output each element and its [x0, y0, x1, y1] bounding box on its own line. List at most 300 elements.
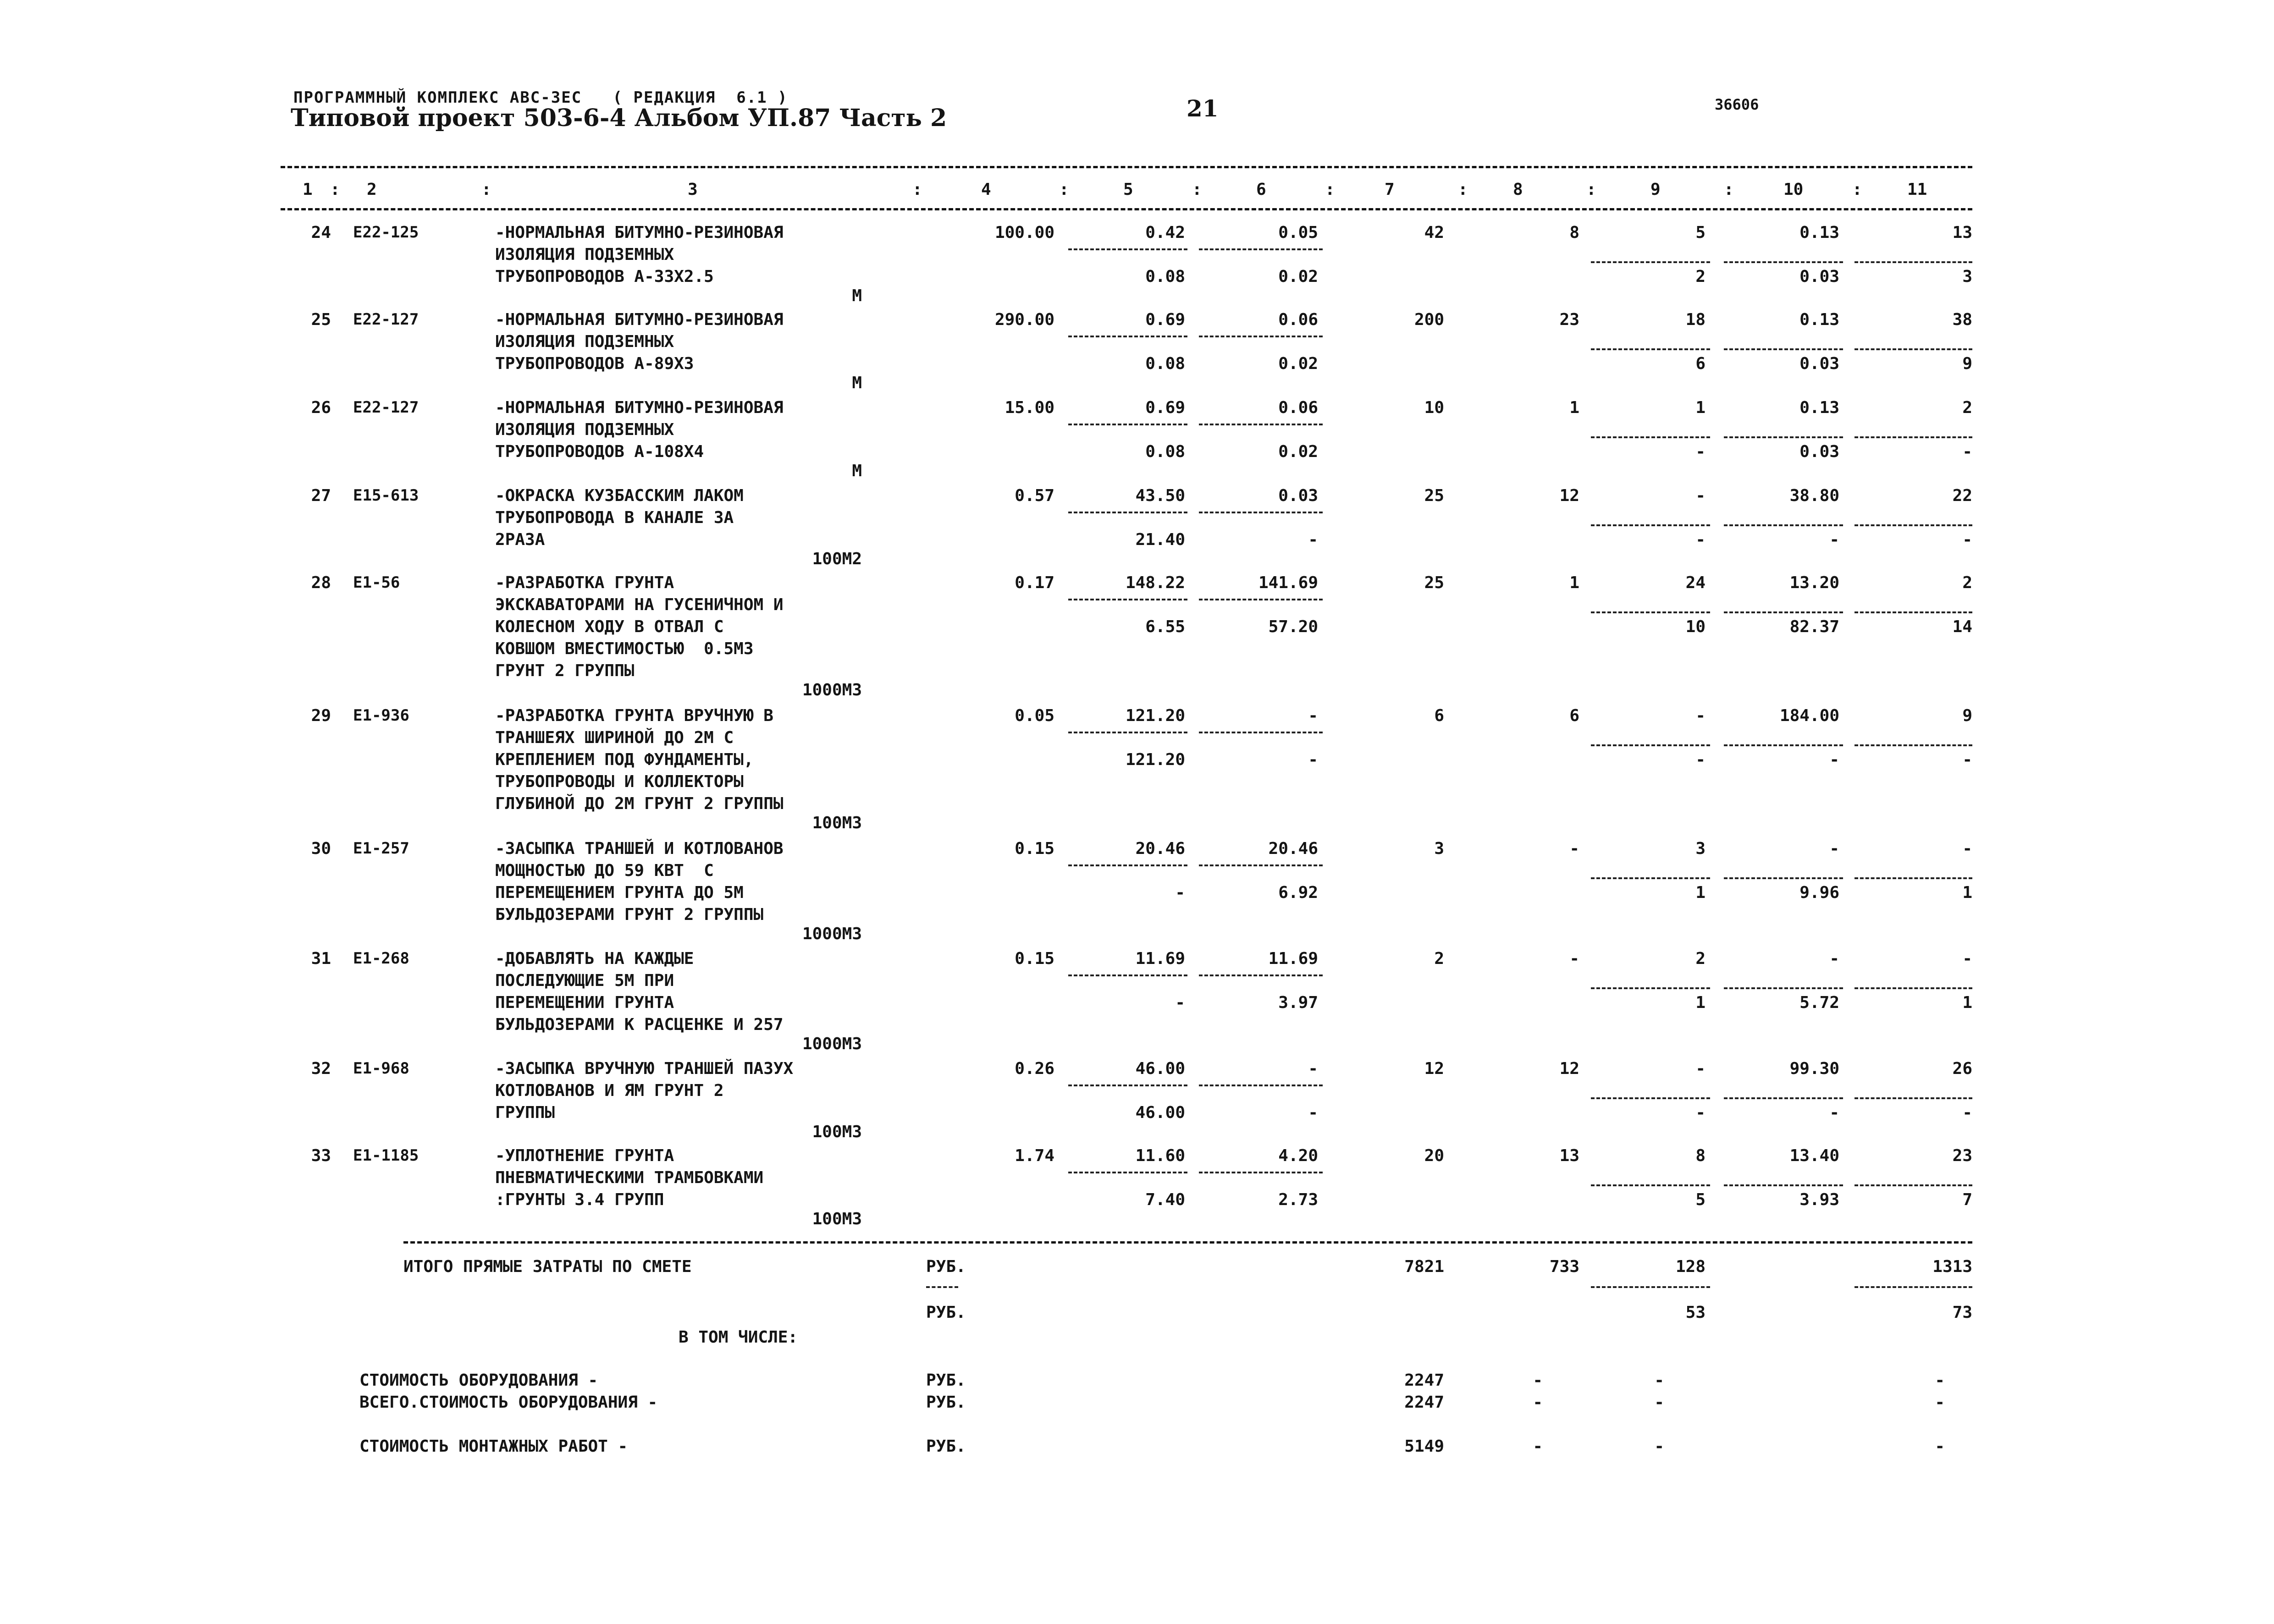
- cell-col10-bottom: -: [1829, 530, 1839, 549]
- row-unit: 1000М3: [802, 681, 862, 699]
- cell-divider: [1724, 1184, 1843, 1186]
- cell-col8: 8: [1569, 223, 1579, 242]
- cell-col7: 42: [1424, 223, 1444, 242]
- cell-col9-bottom: -: [1695, 750, 1706, 769]
- cell-col6-top: 4.20: [1278, 1146, 1318, 1165]
- cell-col10-bottom: 3.93: [1799, 1190, 1839, 1209]
- column-separator: :: [481, 180, 491, 199]
- column-separator: :: [1325, 180, 1335, 199]
- cell-divider: [1068, 732, 1187, 733]
- cell-divider: [1068, 599, 1187, 600]
- cell-col4: 1.74: [1015, 1146, 1054, 1165]
- cell-divider: [1199, 248, 1323, 250]
- cell-col10-top: 13.20: [1789, 573, 1839, 592]
- row-description-line: -НОРМАЛЬНАЯ БИТУМНО-РЕЗИНОВАЯ: [495, 223, 784, 242]
- row-description-line: -РАЗРАБОТКА ГРУНТА: [495, 573, 674, 592]
- cell-col6-top: 141.69: [1258, 573, 1318, 592]
- cell-col7: 200: [1414, 310, 1444, 329]
- cell-col11-bottom: 7: [1962, 1190, 1972, 1209]
- cell-divider: [1199, 599, 1323, 600]
- cell-col4: 0.26: [1015, 1059, 1054, 1078]
- cell-col10-top: 0.13: [1799, 398, 1839, 417]
- cell-divider: [1855, 348, 1972, 350]
- cell-divider: [1591, 1097, 1710, 1099]
- row-number: 29: [311, 706, 331, 725]
- cell-col9-top: 18: [1685, 310, 1706, 329]
- equipment-col9: -: [1654, 1371, 1664, 1390]
- cell-col6-bottom: 2.73: [1278, 1190, 1318, 1209]
- cell-col10-bottom: 0.03: [1799, 354, 1839, 373]
- cell-divider: [1724, 436, 1843, 438]
- cell-divider: [1591, 611, 1710, 613]
- cell-col6-bottom: 0.02: [1278, 267, 1318, 286]
- cell-col10-top: 38.80: [1789, 486, 1839, 505]
- cell-col6-top: 0.05: [1278, 223, 1318, 242]
- row-description-line: -НОРМАЛЬНАЯ БИТУМНО-РЕЗИНОВАЯ: [495, 398, 784, 417]
- cell-divider: [1199, 424, 1323, 425]
- cell-col10-bottom: 82.37: [1789, 617, 1839, 636]
- cell-col9-bottom: -: [1695, 442, 1706, 461]
- row-code: Е15-613: [353, 486, 419, 505]
- cell-col7: 3: [1434, 839, 1444, 858]
- row-code: Е1-257: [353, 839, 409, 858]
- row-number: 32: [311, 1059, 331, 1078]
- cell-col6-bottom: -: [1308, 750, 1318, 769]
- cell-col11-top: 2: [1962, 398, 1972, 417]
- cell-col10-top: 184.00: [1779, 706, 1839, 725]
- cell-col6-bottom: 6.92: [1278, 883, 1318, 902]
- row-description-line: -УПЛОТНЕНИЕ ГРУНТА: [495, 1146, 674, 1165]
- row-description-line: ПЕРЕМЕЩЕНИЕМ ГРУНТА ДО 5М: [495, 883, 744, 902]
- row-code: Е1-968: [353, 1059, 409, 1078]
- row-description-line: -ЗАСЫПКА ТРАНШЕЙ И КОТЛОВАНОВ: [495, 839, 784, 858]
- cell-col4: 290.00: [994, 310, 1054, 329]
- cell-divider: [1068, 512, 1187, 513]
- cell-col7: 20: [1424, 1146, 1444, 1165]
- cell-col6-top: 0.06: [1278, 310, 1318, 329]
- cell-divider: [1199, 732, 1323, 733]
- row-description-line: -ОКРАСКА КУЗБАССКИМ ЛАКОМ: [495, 486, 744, 505]
- including-label: В ТОМ ЧИСЛЕ:: [679, 1328, 798, 1347]
- row-description-line: ИЗОЛЯЦИЯ ПОДЗЕМНЫХ: [495, 332, 674, 351]
- row-description-line: -ЗАСЫПКА ВРУЧНУЮ ТРАНШЕЙ ПАЗУХ: [495, 1059, 794, 1078]
- row-description-line: МОЩНОСТЬЮ ДО 59 КВТ С: [495, 861, 714, 880]
- cell-divider: [1855, 611, 1972, 613]
- cell-col5-top: 43.50: [1135, 486, 1185, 505]
- cell-col9-bottom: 1: [1695, 993, 1706, 1012]
- cell-divider: [1199, 512, 1323, 513]
- column-separator: :: [1852, 180, 1862, 199]
- cell-col11-bottom: 9: [1962, 354, 1972, 373]
- cell-col7: 25: [1424, 486, 1444, 505]
- cell-col7: 12: [1424, 1059, 1444, 1078]
- column-header: 3: [688, 180, 698, 199]
- cell-col6-bottom: -: [1308, 1103, 1318, 1122]
- cell-divider: [1855, 987, 1972, 989]
- cell-divider: [1855, 524, 1972, 526]
- installation-col11: -: [1935, 1437, 1945, 1456]
- cell-divider: [1068, 864, 1187, 866]
- totals-col9-bottom: 53: [1685, 1303, 1706, 1322]
- cell-col6-bottom: 0.02: [1278, 442, 1318, 461]
- totals-col11-top: 1313: [1932, 1257, 1972, 1276]
- equipment-total-col7: 2247: [1404, 1393, 1444, 1412]
- row-number: 28: [311, 573, 331, 592]
- cell-col9-bottom: -: [1695, 1103, 1706, 1122]
- cell-col9-top: 2: [1695, 949, 1706, 968]
- cell-col5-bottom: 0.08: [1145, 354, 1185, 373]
- row-unit: 100М3: [812, 1210, 862, 1228]
- cell-divider: [926, 1286, 958, 1288]
- cell-col11-top: -: [1962, 949, 1972, 968]
- row-unit: 100М3: [812, 814, 862, 832]
- document-number: 36606: [1715, 96, 1759, 113]
- equipment-label: СТОИМОСТЬ ОБОРУДОВАНИЯ -: [359, 1371, 598, 1390]
- cell-col8: -: [1569, 839, 1579, 858]
- cell-col9-top: -: [1695, 486, 1706, 505]
- cell-col10-top: -: [1829, 949, 1839, 968]
- cell-col10-top: 13.40: [1789, 1146, 1839, 1165]
- cell-col8: 1: [1569, 398, 1579, 417]
- cell-col8: 23: [1559, 310, 1579, 329]
- row-description-line: КОТЛОВАНОВ И ЯМ ГРУНТ 2: [495, 1081, 724, 1100]
- cell-col10-bottom: -: [1829, 750, 1839, 769]
- cell-col11-top: 38: [1952, 310, 1972, 329]
- column-separator: :: [330, 180, 340, 199]
- row-description-line: -ДОБАВЛЯТЬ НА КАЖДЫЕ: [495, 949, 694, 968]
- row-description-line: ГРУППЫ: [495, 1103, 555, 1122]
- cell-divider: [1855, 436, 1972, 438]
- cell-col5-top: 20.46: [1135, 839, 1185, 858]
- cell-col8: 13: [1559, 1146, 1579, 1165]
- cell-col5-bottom: 6.55: [1145, 617, 1185, 636]
- cell-col5-bottom: -: [1175, 883, 1185, 902]
- row-code: Е1-936: [353, 706, 409, 725]
- cell-divider: [1068, 336, 1187, 337]
- cell-col9-bottom: 10: [1685, 617, 1706, 636]
- cell-col10-top: 0.13: [1799, 310, 1839, 329]
- cell-col9-bottom: 5: [1695, 1190, 1706, 1209]
- row-description-line: ТРУБОПРОВОДОВ А-108Х4: [495, 442, 704, 461]
- cell-col10-bottom: 0.03: [1799, 267, 1839, 286]
- cell-divider: [1591, 1184, 1710, 1186]
- row-description-line: ПОСЛЕДУЮЩИЕ 5М ПРИ: [495, 971, 674, 990]
- cell-col5-top: 46.00: [1135, 1059, 1185, 1078]
- totals-col7: 7821: [1404, 1257, 1444, 1276]
- row-description-line: :ГРУНТЫ 3.4 ГРУПП: [495, 1190, 664, 1209]
- cell-col5-top: 11.69: [1135, 949, 1185, 968]
- column-header: 6: [1256, 180, 1266, 199]
- installation-col7: 5149: [1404, 1437, 1444, 1456]
- installation-col8: -: [1533, 1437, 1543, 1456]
- row-code: Е22-127: [353, 310, 419, 329]
- cell-col5-top: 0.69: [1145, 310, 1185, 329]
- row-number: 26: [311, 398, 331, 417]
- column-separator: :: [1458, 180, 1468, 199]
- equipment-currency: РУБ.: [926, 1371, 966, 1390]
- row-unit: 100М2: [812, 550, 862, 568]
- column-separator: :: [912, 180, 922, 199]
- cell-col8: 12: [1559, 1059, 1579, 1078]
- cell-divider: [1591, 877, 1710, 879]
- cell-col9-top: 8: [1695, 1146, 1706, 1165]
- cell-col9-top: -: [1695, 706, 1706, 725]
- column-header: 8: [1513, 180, 1523, 199]
- cell-col11-bottom: -: [1962, 530, 1972, 549]
- cell-col11-bottom: -: [1962, 1103, 1972, 1122]
- cell-divider: [1855, 1097, 1972, 1099]
- row-unit: М: [852, 286, 862, 305]
- cell-col9-top: -: [1695, 1059, 1706, 1078]
- equipment-col7: 2247: [1404, 1371, 1444, 1390]
- cell-divider: [1068, 974, 1187, 976]
- row-description-line: КРЕПЛЕНИЕМ ПОД ФУНДАМЕНТЫ,: [495, 750, 754, 769]
- row-code: Е1-56: [353, 573, 400, 592]
- column-header: 10: [1783, 180, 1804, 199]
- row-description-line: ТРУБОПРОВОДОВ А-33Х2.5: [495, 267, 714, 286]
- cell-divider: [1591, 524, 1710, 526]
- cell-col6-bottom: 3.97: [1278, 993, 1318, 1012]
- page-number: 21: [1187, 95, 1219, 122]
- row-description-line: -РАЗРАБОТКА ГРУНТА ВРУЧНУЮ В: [495, 706, 773, 725]
- row-description-line: ТРАНШЕЯХ ШИРИНОЙ ДО 2М С: [495, 728, 734, 747]
- row-unit: М: [852, 462, 862, 480]
- equipment-total-label: ВСЕГО.СТОИМОСТЬ ОБОРУДОВАНИЯ -: [359, 1393, 658, 1412]
- program-header: ПРОГРАММНЫЙ КОМПЛЕКС АВС-3ЕС ( РЕДАКЦИЯ 6.1 ): [293, 88, 788, 107]
- totals-col8: 733: [1549, 1257, 1579, 1276]
- row-number: 25: [311, 310, 331, 329]
- cell-divider: [1591, 261, 1710, 263]
- column-header: 9: [1650, 180, 1661, 199]
- cell-col11-bottom: 14: [1952, 617, 1972, 636]
- column-separator: :: [1192, 180, 1202, 199]
- cell-col4: 0.15: [1015, 839, 1054, 858]
- cell-divider: [1199, 1172, 1323, 1173]
- cell-col8: -: [1569, 949, 1579, 968]
- row-description-line: ИЗОЛЯЦИЯ ПОДЗЕМНЫХ: [495, 420, 674, 439]
- row-unit: М: [852, 374, 862, 392]
- installation-label: СТОИМОСТЬ МОНТАЖНЫХ РАБОТ -: [359, 1437, 628, 1456]
- column-header: 2: [367, 180, 377, 199]
- cell-divider: [1724, 524, 1843, 526]
- column-header: 11: [1907, 180, 1927, 199]
- totals-label: ИТОГО ПРЯМЫЕ ЗАТРАТЫ ПО СМЕТЕ: [403, 1257, 692, 1276]
- cell-col10-top: -: [1829, 839, 1839, 858]
- row-description-line: ТРУБОПРОВОДОВ А-89Х3: [495, 354, 694, 373]
- cell-col4: 0.17: [1015, 573, 1054, 592]
- cell-col11-bottom: -: [1962, 750, 1972, 769]
- cell-col10-bottom: -: [1829, 1103, 1839, 1122]
- equipment-total-col9: -: [1654, 1393, 1664, 1412]
- row-description-line: ПЕРЕМЕЩЕНИИ ГРУНТА: [495, 993, 674, 1012]
- cell-col7: 10: [1424, 398, 1444, 417]
- equipment-total-col8: -: [1533, 1393, 1543, 1412]
- cell-col4: 15.00: [1005, 398, 1054, 417]
- totals-col9-top: 128: [1675, 1257, 1706, 1276]
- cell-divider: [1591, 436, 1710, 438]
- row-description-line: 2РАЗА: [495, 530, 545, 549]
- cell-col5-top: 11.60: [1135, 1146, 1185, 1165]
- row-unit: 100М3: [812, 1123, 862, 1141]
- table-header-rule: [281, 208, 1972, 210]
- cell-col6-bottom: 0.02: [1278, 354, 1318, 373]
- cell-divider: [1199, 1085, 1323, 1086]
- cell-col8: 6: [1569, 706, 1579, 725]
- totals-currency: РУБ.: [926, 1257, 966, 1276]
- cell-col5-top: 121.20: [1125, 706, 1185, 725]
- row-description-line: КОВШОМ ВМЕСТИМОСТЬЮ 0.5М3: [495, 639, 754, 658]
- cell-col11-bottom: -: [1962, 442, 1972, 461]
- row-code: Е1-1185: [353, 1146, 419, 1165]
- document-title: Типовой проект 503-6-4 Альбом УП.87 Часть 2: [291, 104, 947, 132]
- cell-col9-bottom: 2: [1695, 267, 1706, 286]
- cell-col8: 1: [1569, 573, 1579, 592]
- cell-divider: [1591, 1286, 1710, 1288]
- cell-col5-bottom: 0.08: [1145, 442, 1185, 461]
- cell-col6-top: -: [1308, 706, 1318, 725]
- cell-col6-top: -: [1308, 1059, 1318, 1078]
- cell-col9-top: 3: [1695, 839, 1706, 858]
- cell-col9-bottom: 1: [1695, 883, 1706, 902]
- row-code: Е22-127: [353, 398, 419, 417]
- column-header: 7: [1385, 180, 1395, 199]
- cell-col10-bottom: 5.72: [1799, 993, 1839, 1012]
- cell-col11-bottom: 1: [1962, 883, 1972, 902]
- cell-col11-top: -: [1962, 839, 1972, 858]
- cell-divider: [1724, 348, 1843, 350]
- cell-col5-bottom: -: [1175, 993, 1185, 1012]
- cell-col7: 6: [1434, 706, 1444, 725]
- cell-divider: [1199, 336, 1323, 337]
- row-description-line: ИЗОЛЯЦИЯ ПОДЗЕМНЫХ: [495, 245, 674, 264]
- column-separator: :: [1724, 180, 1734, 199]
- row-number: 31: [311, 949, 331, 968]
- cell-col10-top: 99.30: [1789, 1059, 1839, 1078]
- cell-divider: [1068, 1085, 1187, 1086]
- column-header: 5: [1123, 180, 1133, 199]
- row-code: Е1-268: [353, 949, 409, 968]
- cell-col9-top: 24: [1685, 573, 1706, 592]
- cell-divider: [1724, 744, 1843, 746]
- cell-divider: [1591, 348, 1710, 350]
- cell-divider: [1724, 1097, 1843, 1099]
- row-description-line: ГРУНТ 2 ГРУППЫ: [495, 661, 635, 680]
- row-description-line: БУЛЬДОЗЕРАМИ К РАСЦЕНКЕ И 257: [495, 1015, 784, 1034]
- row-number: 33: [311, 1146, 331, 1165]
- column-separator: :: [1059, 180, 1069, 199]
- cell-col11-bottom: 1: [1962, 993, 1972, 1012]
- installation-currency: РУБ.: [926, 1437, 966, 1456]
- cell-divider: [1855, 1286, 1972, 1288]
- cell-divider: [1724, 261, 1843, 263]
- column-separator: :: [1586, 180, 1596, 199]
- totals-currency-2: РУБ.: [926, 1303, 966, 1322]
- cell-col4: 0.05: [1015, 706, 1054, 725]
- cell-divider: [1199, 864, 1323, 866]
- cell-divider: [1724, 877, 1843, 879]
- row-unit: 1000М3: [802, 925, 862, 943]
- column-header: 1: [303, 180, 313, 199]
- cell-col10-bottom: 9.96: [1799, 883, 1839, 902]
- cell-col6-top: 20.46: [1268, 839, 1318, 858]
- row-description-line: ПНЕВМАТИЧЕСКИМИ ТРАМБОВКАМИ: [495, 1168, 764, 1187]
- cell-divider: [1591, 744, 1710, 746]
- column-header: 4: [981, 180, 991, 199]
- cell-col6-top: 0.06: [1278, 398, 1318, 417]
- cell-col5-bottom: 7.40: [1145, 1190, 1185, 1209]
- cell-col11-top: 22: [1952, 486, 1972, 505]
- cell-col5-bottom: 21.40: [1135, 530, 1185, 549]
- cell-col10-bottom: 0.03: [1799, 442, 1839, 461]
- cell-col5-bottom: 46.00: [1135, 1103, 1185, 1122]
- cell-divider: [1591, 987, 1710, 989]
- cell-col5-bottom: 121.20: [1125, 750, 1185, 769]
- cell-col11-bottom: 3: [1962, 267, 1972, 286]
- row-description-line: -НОРМАЛЬНАЯ БИТУМНО-РЕЗИНОВАЯ: [495, 310, 784, 329]
- cell-col11-top: 23: [1952, 1146, 1972, 1165]
- row-number: 30: [311, 839, 331, 858]
- cell-col6-bottom: -: [1308, 530, 1318, 549]
- totals-rule: [403, 1241, 1972, 1244]
- row-description-line: КОЛЕСНОМ ХОДУ В ОТВАЛ С: [495, 617, 724, 636]
- cell-col5-bottom: 0.08: [1145, 267, 1185, 286]
- cell-col8: 12: [1559, 486, 1579, 505]
- equipment-col8: -: [1533, 1371, 1543, 1390]
- row-number: 24: [311, 223, 331, 242]
- cell-col6-top: 11.69: [1268, 949, 1318, 968]
- cell-col11-top: 26: [1952, 1059, 1972, 1078]
- row-description-line: ГЛУБИНОЙ ДО 2М ГРУНТ 2 ГРУППЫ: [495, 794, 784, 813]
- cell-divider: [1068, 248, 1187, 250]
- cell-col11-top: 2: [1962, 573, 1972, 592]
- cell-col6-bottom: 57.20: [1268, 617, 1318, 636]
- cell-divider: [1724, 611, 1843, 613]
- cell-divider: [1068, 1172, 1187, 1173]
- table-top-rule: [281, 166, 1972, 168]
- installation-col9: -: [1654, 1437, 1664, 1456]
- cell-col10-top: 0.13: [1799, 223, 1839, 242]
- equipment-total-col11: -: [1935, 1393, 1945, 1412]
- cell-col4: 0.15: [1015, 949, 1054, 968]
- row-description-line: БУЛЬДОЗЕРАМИ ГРУНТ 2 ГРУППЫ: [495, 905, 764, 924]
- cell-col4: 0.57: [1015, 486, 1054, 505]
- cell-col11-top: 13: [1952, 223, 1972, 242]
- totals-col11-bottom: 73: [1952, 1303, 1972, 1322]
- cell-col9-bottom: -: [1695, 530, 1706, 549]
- cell-divider: [1855, 744, 1972, 746]
- row-unit: 1000М3: [802, 1035, 862, 1053]
- row-description-line: ТРУБОПРОВОДЫ И КОЛЛЕКТОРЫ: [495, 772, 744, 791]
- equipment-col11: -: [1935, 1371, 1945, 1390]
- cell-divider: [1068, 424, 1187, 425]
- cell-col9-bottom: 6: [1695, 354, 1706, 373]
- cell-col7: 2: [1434, 949, 1444, 968]
- cell-col5-top: 0.69: [1145, 398, 1185, 417]
- cell-divider: [1199, 974, 1323, 976]
- row-description-line: ЭКСКАВАТОРАМИ НА ГУСЕНИЧНОМ И: [495, 595, 784, 614]
- cell-col5-top: 0.42: [1145, 223, 1185, 242]
- cell-col9-top: 1: [1695, 398, 1706, 417]
- row-number: 27: [311, 486, 331, 505]
- cell-divider: [1855, 261, 1972, 263]
- cell-divider: [1855, 1184, 1972, 1186]
- cell-col4: 100.00: [994, 223, 1054, 242]
- cell-col5-top: 148.22: [1125, 573, 1185, 592]
- cell-col9-top: 5: [1695, 223, 1706, 242]
- equipment-total-currency: РУБ.: [926, 1393, 966, 1412]
- cell-col7: 25: [1424, 573, 1444, 592]
- row-description-line: ТРУБОПРОВОДА В КАНАЛЕ ЗА: [495, 508, 734, 527]
